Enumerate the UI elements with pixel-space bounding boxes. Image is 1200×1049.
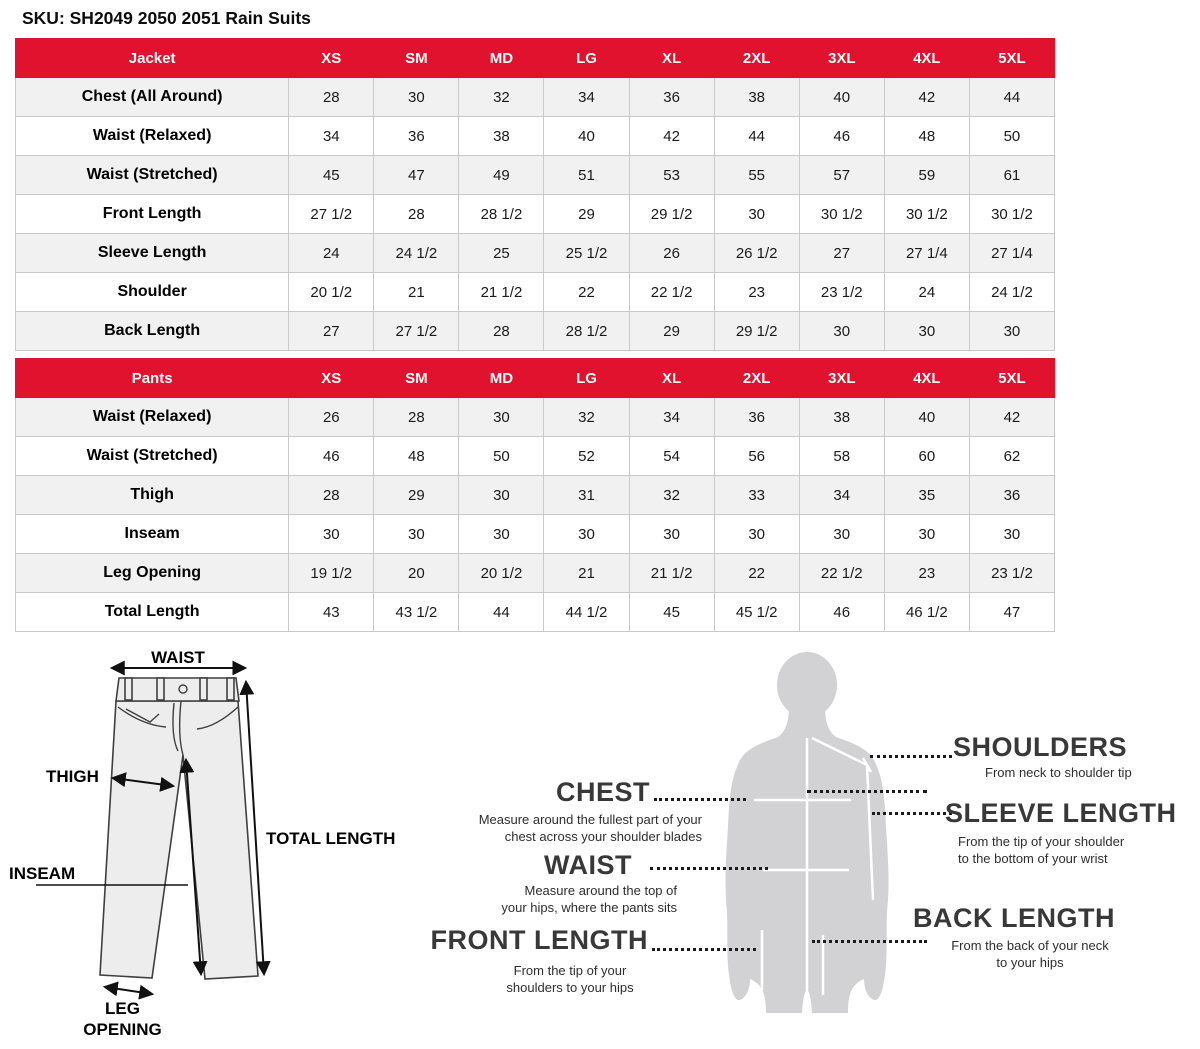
jacket-size-col-sm: SM — [374, 39, 459, 78]
measurement-cell: 50 — [969, 117, 1054, 156]
measurement-cell: 44 — [459, 593, 544, 632]
row-label: Total Length — [16, 593, 289, 632]
measurement-cell: 20 1/2 — [289, 273, 374, 312]
measurement-cell: 36 — [714, 398, 799, 437]
jacket-table-title: Jacket — [16, 39, 289, 78]
measurement-cell: 54 — [629, 437, 714, 476]
jacket-size-col-4xl: 4XL — [884, 39, 969, 78]
measurement-cell: 26 1/2 — [714, 234, 799, 273]
measurement-cell: 42 — [629, 117, 714, 156]
measurement-cell: 19 1/2 — [289, 554, 374, 593]
measurement-cell: 30 — [799, 515, 884, 554]
measurement-cell: 28 1/2 — [459, 195, 544, 234]
measurement-cell: 46 1/2 — [884, 593, 969, 632]
leg-opening-arrow — [105, 987, 152, 994]
measurement-cell: 40 — [884, 398, 969, 437]
measurement-cell: 20 — [374, 554, 459, 593]
measurement-cell: 21 — [544, 554, 629, 593]
measurement-cell: 30 1/2 — [969, 195, 1054, 234]
back-length-caption-line1: From the back of your neck — [951, 938, 1109, 953]
measurement-cell: 52 — [544, 437, 629, 476]
row-label: Sleeve Length — [16, 234, 289, 273]
table-row — [16, 437, 1055, 476]
measurement-cell: 27 1/2 — [289, 195, 374, 234]
chest-caption-line2: chest across your shoulder blades — [504, 829, 702, 844]
jacket-size-col-2xl: 2XL — [714, 39, 799, 78]
measurement-cell: 27 — [799, 234, 884, 273]
measurement-cell: 44 — [714, 117, 799, 156]
shoulders-caption-line1: From neck to shoulder tip — [985, 765, 1132, 780]
row-label: Thigh — [16, 476, 289, 515]
measurement-cell: 30 — [884, 312, 969, 351]
leg-opening-line1: LEG — [105, 999, 140, 1018]
back-length-caption-line2: to your hips — [996, 955, 1064, 970]
measurement-cell: 29 1/2 — [714, 312, 799, 351]
table-row — [16, 398, 1055, 437]
pants-size-col-sm: SM — [374, 359, 459, 398]
measurement-cell: 24 1/2 — [374, 234, 459, 273]
measurement-cell: 48 — [884, 117, 969, 156]
pants-total-length-label: TOTAL LENGTH — [266, 829, 396, 848]
waist-caption — [430, 882, 677, 916]
shoulders-heading: SHOULDERS — [953, 732, 1128, 762]
table-row — [16, 156, 1055, 195]
measurement-cell: 46 — [799, 593, 884, 632]
waist-heading: WAIST — [544, 850, 632, 880]
measurement-cell: 42 — [884, 78, 969, 117]
page-title: SKU: SH2049 2050 2051 Rain Suits — [22, 8, 311, 28]
waist-caption-line2: your hips, where the pants sits — [501, 900, 677, 915]
measurement-cell: 30 — [289, 515, 374, 554]
measurement-cell: 30 — [884, 515, 969, 554]
front-length-leader-dots — [652, 948, 756, 951]
sleeve-length-heading: SLEEVE LENGTH — [945, 798, 1177, 828]
measurement-cell: 29 — [629, 312, 714, 351]
measurement-cell: 28 — [374, 195, 459, 234]
sleeve-length-caption-line2: to the bottom of your wrist — [958, 851, 1108, 866]
measurement-cell: 46 — [799, 117, 884, 156]
table-row — [16, 554, 1055, 593]
measurement-cell: 34 — [544, 78, 629, 117]
jacket-size-table — [15, 38, 1055, 351]
measurement-cell: 32 — [629, 476, 714, 515]
jacket-size-col-xs: XS — [289, 39, 374, 78]
measurement-cell: 50 — [459, 437, 544, 476]
measurement-cell: 28 — [374, 398, 459, 437]
measurement-cell: 34 — [799, 476, 884, 515]
measurement-cell: 55 — [714, 156, 799, 195]
row-label: Chest (All Around) — [16, 78, 289, 117]
measurement-cell: 58 — [799, 437, 884, 476]
measurement-cell: 29 1/2 — [629, 195, 714, 234]
sleeve-length-caption — [958, 833, 1124, 867]
measurement-cell: 34 — [629, 398, 714, 437]
measurement-cell: 30 — [714, 515, 799, 554]
measurement-cell: 30 — [459, 515, 544, 554]
table-row — [16, 234, 1055, 273]
pants-waist-label: WAIST — [151, 648, 205, 667]
measurement-cell: 30 — [374, 78, 459, 117]
pants-size-col-xs: XS — [289, 359, 374, 398]
table-row — [16, 312, 1055, 351]
measurement-cell: 56 — [714, 437, 799, 476]
measurement-cell: 62 — [969, 437, 1054, 476]
table-row — [16, 78, 1055, 117]
measurement-cell: 49 — [459, 156, 544, 195]
measurement-cell: 23 — [884, 554, 969, 593]
measurement-cell: 23 1/2 — [799, 273, 884, 312]
measurement-cell: 36 — [374, 117, 459, 156]
body-silhouette — [690, 645, 910, 1015]
measurement-cell: 30 — [714, 195, 799, 234]
measurement-cell: 24 — [289, 234, 374, 273]
measurement-cell: 35 — [884, 476, 969, 515]
measurement-cell: 24 — [884, 273, 969, 312]
sleeve-length-leader-dots — [872, 812, 952, 815]
measurement-cell: 61 — [969, 156, 1054, 195]
measurement-cell: 30 1/2 — [799, 195, 884, 234]
sleeve-length-caption-line1: From the tip of your shoulder — [958, 834, 1125, 849]
measurement-cell: 20 1/2 — [459, 554, 544, 593]
measurement-cell: 59 — [884, 156, 969, 195]
measurement-cell: 30 — [459, 476, 544, 515]
row-label: Shoulder — [16, 273, 289, 312]
row-label: Leg Opening — [16, 554, 289, 593]
measurement-cell: 44 1/2 — [544, 593, 629, 632]
pants-header-row — [16, 359, 1055, 398]
measurement-cell: 27 1/4 — [969, 234, 1054, 273]
measurement-cell: 22 1/2 — [799, 554, 884, 593]
jeans-button — [179, 685, 187, 693]
measurement-cell: 32 — [459, 78, 544, 117]
measurement-cell: 45 — [289, 156, 374, 195]
back-length-leader-dots — [812, 940, 927, 943]
row-label: Inseam — [16, 515, 289, 554]
measurement-cell: 25 — [459, 234, 544, 273]
measurement-cell: 53 — [629, 156, 714, 195]
measurement-cell: 43 1/2 — [374, 593, 459, 632]
measurement-cell: 29 — [544, 195, 629, 234]
measurement-cell: 22 — [714, 554, 799, 593]
waist-caption-line1: Measure around the top of — [524, 883, 677, 898]
measurement-cell: 30 1/2 — [884, 195, 969, 234]
table-row — [16, 273, 1055, 312]
pants-size-table — [15, 358, 1055, 632]
shoulders-leader-dots — [870, 755, 952, 758]
front-length-caption-line1: From the tip of your — [513, 963, 627, 978]
measurement-cell: 22 1/2 — [629, 273, 714, 312]
leg-opening-line2: OPENING — [83, 1020, 162, 1039]
pants-size-col-xl: XL — [629, 359, 714, 398]
measurement-cell: 28 1/2 — [544, 312, 629, 351]
measurement-cell: 30 — [969, 515, 1054, 554]
silhouette-head — [777, 652, 837, 718]
measurement-cell: 51 — [544, 156, 629, 195]
measurement-cell: 24 1/2 — [969, 273, 1054, 312]
measurement-cell: 23 1/2 — [969, 554, 1054, 593]
measurement-cell: 21 1/2 — [459, 273, 544, 312]
pants-inseam-label: INSEAM — [9, 864, 76, 883]
measurement-cell: 57 — [799, 156, 884, 195]
jacket-size-col-md: MD — [459, 39, 544, 78]
row-label: Waist (Stretched) — [16, 156, 289, 195]
waist-leader-dots — [650, 867, 768, 870]
measurement-cell: 33 — [714, 476, 799, 515]
measurement-cell: 28 — [289, 78, 374, 117]
measurement-cell: 30 — [374, 515, 459, 554]
shoulders-caption — [985, 764, 1132, 781]
measurement-cell: 45 1/2 — [714, 593, 799, 632]
measurement-cell: 38 — [459, 117, 544, 156]
measurement-cell: 38 — [799, 398, 884, 437]
measurement-cell: 30 — [799, 312, 884, 351]
row-label: Waist (Stretched) — [16, 437, 289, 476]
table-row — [16, 593, 1055, 632]
pants-leg-opening-label — [60, 998, 185, 1040]
row-label: Waist (Relaxed) — [16, 117, 289, 156]
measurement-cell: 29 — [374, 476, 459, 515]
measurement-cell: 30 — [629, 515, 714, 554]
pants-table-title: Pants — [16, 359, 289, 398]
measurement-cell: 23 — [714, 273, 799, 312]
jacket-header-row — [16, 39, 1055, 78]
front-length-heading: FRONT LENGTH — [430, 925, 648, 955]
measurement-cell: 47 — [969, 593, 1054, 632]
measurement-cell: 36 — [629, 78, 714, 117]
measurement-cell: 34 — [289, 117, 374, 156]
measurement-cell: 26 — [289, 398, 374, 437]
jacket-size-col-xl: XL — [629, 39, 714, 78]
table-row — [16, 476, 1055, 515]
front-length-caption-line2: shoulders to your hips — [506, 980, 634, 995]
measurement-cell: 46 — [289, 437, 374, 476]
measurement-cell: 21 — [374, 273, 459, 312]
pants-size-col-5xl: 5XL — [969, 359, 1054, 398]
front-length-caption — [470, 962, 670, 996]
pants-size-col-md: MD — [459, 359, 544, 398]
measurement-cell: 36 — [969, 476, 1054, 515]
measurement-cell: 32 — [544, 398, 629, 437]
pants-thigh-label: THIGH — [46, 767, 99, 786]
measurement-cell: 60 — [884, 437, 969, 476]
row-label: Front Length — [16, 195, 289, 234]
back-length-caption — [930, 937, 1130, 971]
measurement-cell: 27 — [289, 312, 374, 351]
measurement-cell: 22 — [544, 273, 629, 312]
chest-caption-line1: Measure around the fullest part of your — [478, 812, 702, 827]
measurement-cell: 43 — [289, 593, 374, 632]
measurement-cell: 38 — [714, 78, 799, 117]
measurement-cell: 45 — [629, 593, 714, 632]
chest-heading: CHEST — [555, 777, 650, 807]
row-label: Waist (Relaxed) — [16, 398, 289, 437]
center-leader-dots — [807, 790, 927, 793]
chest-caption — [430, 811, 702, 845]
table-row — [16, 195, 1055, 234]
measurement-cell: 28 — [459, 312, 544, 351]
measurement-cell: 30 — [459, 398, 544, 437]
measurement-cell: 27 1/2 — [374, 312, 459, 351]
measurement-cell: 40 — [799, 78, 884, 117]
measurement-cell: 28 — [289, 476, 374, 515]
pants-size-col-4xl: 4XL — [884, 359, 969, 398]
measurement-cell: 30 — [544, 515, 629, 554]
pants-size-col-lg: LG — [544, 359, 629, 398]
pants-size-col-3xl: 3XL — [799, 359, 884, 398]
measurement-cell: 30 — [969, 312, 1054, 351]
chest-leader-dots — [654, 798, 746, 801]
measurement-cell: 27 1/4 — [884, 234, 969, 273]
measurement-cell: 31 — [544, 476, 629, 515]
table-row — [16, 515, 1055, 554]
measurement-cell: 47 — [374, 156, 459, 195]
jacket-size-col-lg: LG — [544, 39, 629, 78]
measurement-cell: 42 — [969, 398, 1054, 437]
measurement-cell: 48 — [374, 437, 459, 476]
table-row — [16, 117, 1055, 156]
pants-size-col-2xl: 2XL — [714, 359, 799, 398]
jacket-size-col-5xl: 5XL — [969, 39, 1054, 78]
jacket-size-col-3xl: 3XL — [799, 39, 884, 78]
measurement-cell: 40 — [544, 117, 629, 156]
measurement-cell: 21 1/2 — [629, 554, 714, 593]
measurement-cell: 44 — [969, 78, 1054, 117]
measurement-cell: 26 — [629, 234, 714, 273]
row-label: Back Length — [16, 312, 289, 351]
back-length-heading: BACK LENGTH — [913, 903, 1115, 933]
measurement-cell: 25 1/2 — [544, 234, 629, 273]
